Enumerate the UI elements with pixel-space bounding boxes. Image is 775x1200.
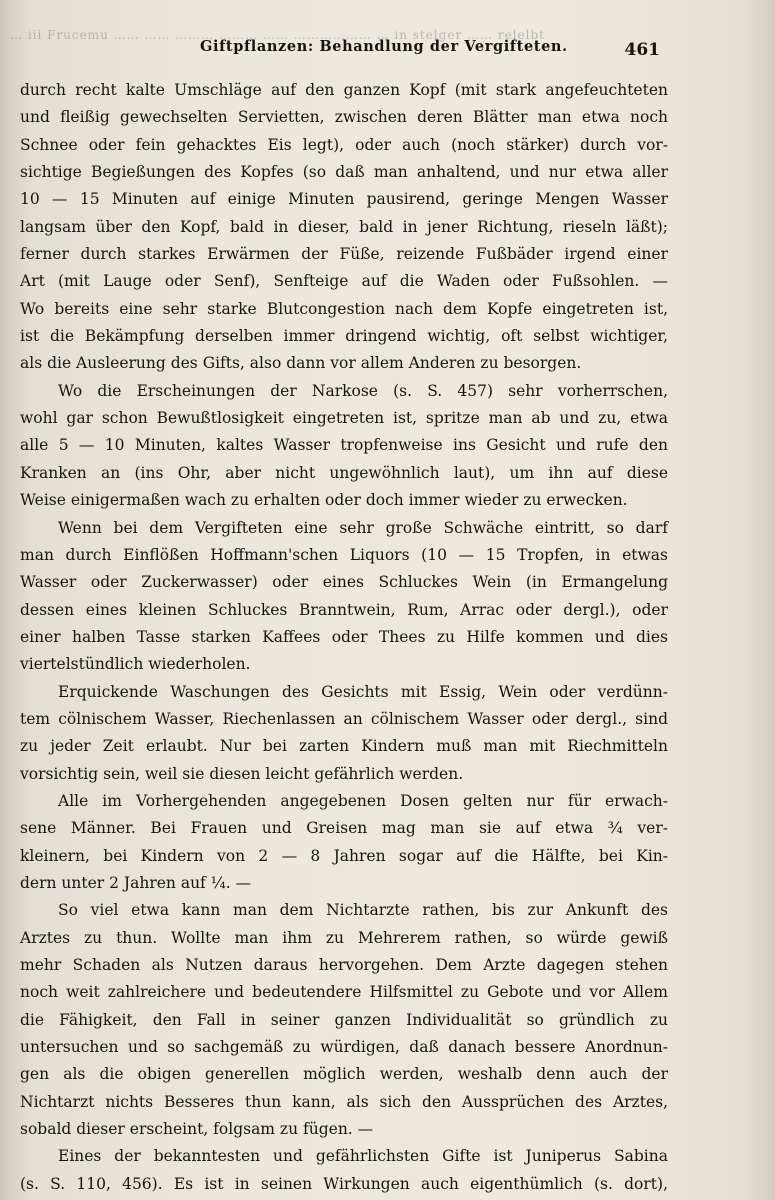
body-text (20, 77, 668, 1198)
text-line: Erquickende Waschungen des Gesichts mit Essig, Wein oder verdünn- (58, 682, 668, 701)
text-line: (s. S. 110, 456). Es ist in seinen Wirkungen auch eigenthümlich (s. dort), (20, 1174, 668, 1193)
text-line: einer halben Tasse starken Kaffees oder Thees zu Hilfe kommen und dies (20, 627, 668, 646)
text-line: sichtige Begießungen des Kopfes (so daß man anhaltend, und nur etwa aller (20, 163, 668, 182)
text-line: dessen eines kleinen Schluckes Branntwein, Rum, Arrac oder dergl.), oder (20, 600, 668, 619)
text-line: Art (mit Lauge oder Senf), Senfteige auf die Waden oder Fußsohlen. — (20, 272, 668, 291)
text-line: vorsichtig sein, weil sie diesen leicht gefährlich werden. (20, 764, 464, 783)
running-head-title: Giftpflanzen: Behandlung der Vergifteten. (200, 38, 568, 55)
bleed-through-text: … iii Frucemu …… …… ……… ……… …… ……………… … in stelger …… relelbt (10, 28, 545, 42)
text-line: man durch Einflößen Hoffmann'schen Liquors (10 — 15 Tropfen, in etwas (20, 545, 668, 564)
text-line: tem cölnischem Wasser, Riechenlassen an cölnischem Wasser oder dergl., sind (20, 709, 668, 728)
text-line: viertelstündlich wiederholen. (20, 655, 251, 674)
text-line: alle 5 — 10 Minuten, kaltes Wasser tropfenweise ins Gesicht und rufe den (20, 436, 668, 455)
text-line: wohl gar schon Bewußtlosigkeit eingetreten ist, spritze man ab und zu, etwa (20, 409, 668, 428)
text-line: gen als die obigen generellen möglich werden, weshalb denn auch der (20, 1065, 668, 1084)
text-line: dern unter 2 Jahren auf ¼. — (20, 873, 252, 892)
text-line: Nichtarzt nichts Besseres thun kann, als sich den Aussprüchen des Arztes, (20, 1092, 668, 1111)
text-line: mehr Schaden als Nutzen daraus hervorgehen. Dem Arzte dagegen stehen (20, 956, 668, 974)
text-line: zu jeder Zeit erlaubt. Nur bei zarten Kindern muß man mit Riechmitteln (20, 737, 668, 756)
text-line: 10 — 15 Minuten auf einige Minuten pausirend, geringe Mengen Wasser (20, 190, 668, 209)
running-head (200, 38, 660, 60)
text-line: Wenn bei dem Vergifteten eine sehr große Schwäche eintritt, so darf (58, 518, 668, 537)
text-line: Eines der bekanntesten und gefährlichsten Gifte ist Juniperus Sabina (58, 1147, 668, 1166)
page-number: 461 (624, 40, 660, 60)
text-line: Wo die Erscheinungen der Narkose (s. S. 457) sehr vorherrschen, (58, 381, 668, 400)
text-line: kleinern, bei Kindern von 2 — 8 Jahren sogar auf die Hälfte, bei Kin- (20, 846, 668, 865)
text-line: So viel etwa kann man dem Nichtarzte rathen, bis zur Ankunft des (58, 901, 668, 920)
text-line: noch weit zahlreichere und bedeutendere Hilfsmittel zu Gebote und vor Allem (20, 983, 668, 1002)
text-line: untersuchen und so sachgemäß zu würdigen, daß danach bessere Anordnun- (20, 1038, 668, 1057)
text-line: langsam über den Kopf, bald in dieser, bald in jener Richtung, rieseln läßt); (20, 217, 668, 236)
text-line: Kranken an (ins Ohr, aber nicht ungewöhnlich laut), um ihn auf diese (20, 463, 668, 482)
text-line: die Fähigkeit, den Fall in seiner ganzen Individualität so gründlich zu (20, 1010, 668, 1029)
text-line: und fleißig gewechselten Servietten, zwischen deren Blätter man etwa noch (20, 108, 668, 127)
text-line: Alle im Vorhergehenden angegebenen Dosen gelten nur für erwach- (58, 791, 668, 810)
text-line: Schnee oder fein gehacktes Eis legt), oder auch (noch stärker) durch vor- (20, 135, 668, 154)
text-line: Arztes zu thun. Wollte man ihm zu Mehrerem rathen, so würde gewiß (20, 928, 668, 947)
text-line: Weise einigermaßen wach zu erhalten oder doch immer wieder zu erwecken. (20, 491, 628, 510)
text-line: sene Männer. Bei Frauen und Greisen mag man sie auf etwa ¾ ver- (20, 819, 668, 838)
text-line: Wasser oder Zuckerwasser) oder eines Schluckes Wein (in Ermangelung (20, 573, 668, 592)
text-line: ferner durch starkes Erwärmen der Füße, reizende Fußbäder irgend einer (20, 245, 668, 264)
text-line: ist die Bekämpfung derselben immer dringend wichtig, oft selbst wichtiger, (20, 327, 668, 346)
text-line: Wo bereits eine sehr starke Blutcongestion nach dem Kopfe eingetreten ist, (20, 299, 668, 318)
text-line: sobald dieser erscheint, folgsam zu fügen. — (20, 1120, 374, 1139)
text-line: als die Ausleerung des Gifts, also dann vor allem Anderen zu besorgen. (20, 354, 582, 373)
text-line: durch recht kalte Umschläge auf den ganzen Kopf (mit stark angefeuchteten (20, 81, 668, 99)
